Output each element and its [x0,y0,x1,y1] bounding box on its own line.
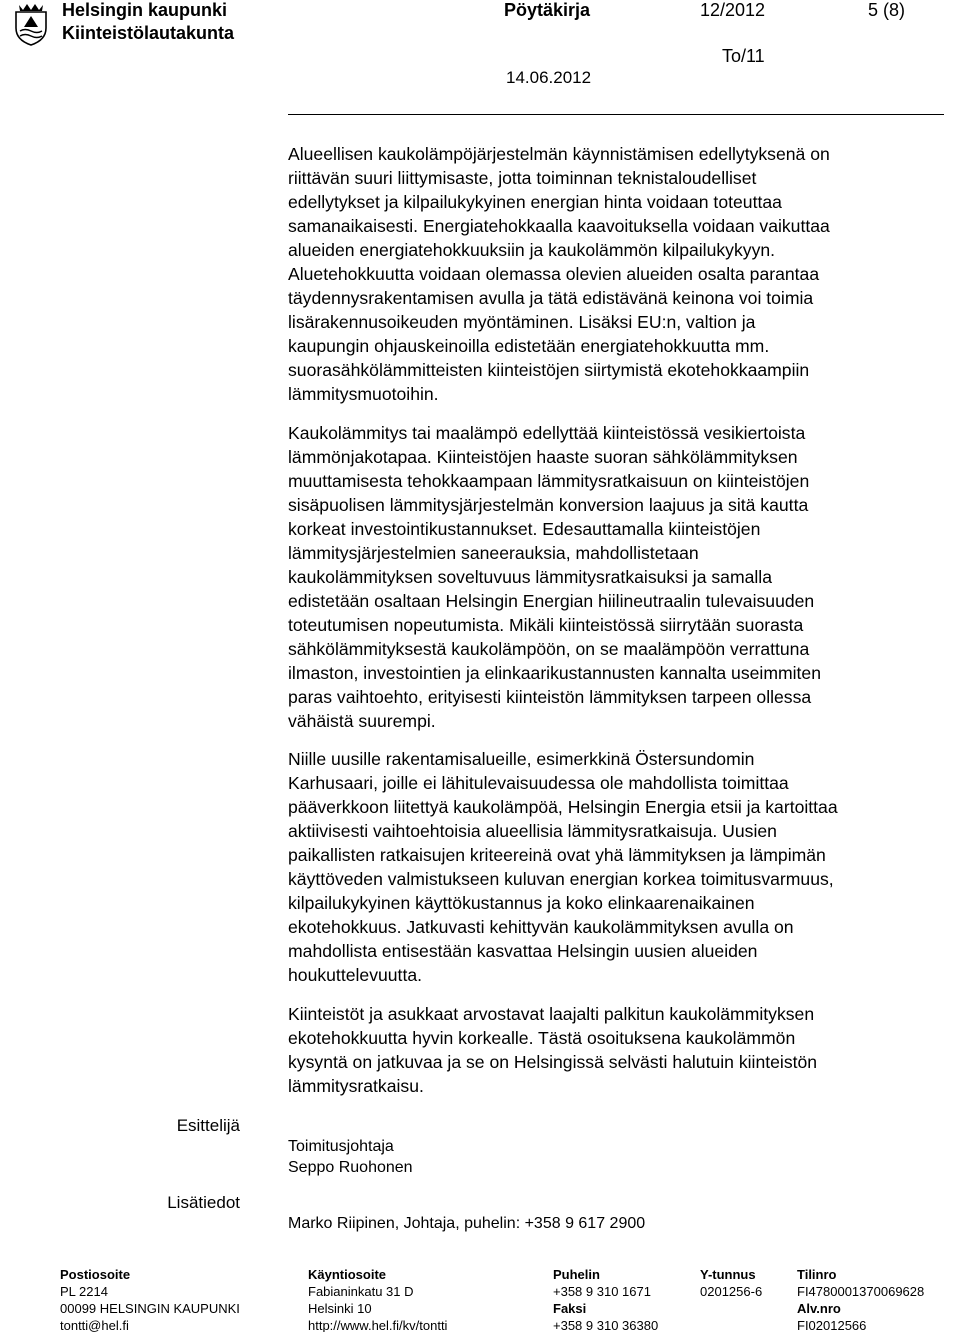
document-type: Pöytäkirja [504,0,591,20]
header-divider [288,114,944,115]
footer-heading: Puhelin [553,1267,600,1282]
footer-business-id [700,1266,762,1300]
footer-heading: Postiosoite [60,1267,131,1282]
document-number: 12/2012 [700,0,766,20]
body-paragraph-2 [288,421,938,733]
footer-website-link[interactable]: http://www.hel.fi/kv/tontti [308,1318,448,1332]
body-paragraph-4 [288,1002,938,1098]
footer-line: +358 9 310 1671 [553,1284,651,1299]
page-number: 5 (8) [868,0,906,20]
meeting-date: 14.06.2012 [506,68,592,87]
footer-account [797,1266,924,1332]
section-code: To/11 [722,46,765,66]
footer-heading: Y-tunnus [700,1267,756,1282]
footer-line: FI02012566 [797,1318,867,1332]
paragraph-text: Kiinteistöt ja asukkaat arvostavat laajalti palkitun kaukolämmityksen ekotehokkuutta hyvin korkealle. Tästä osoituksena kaukolämmön kysyntä on jatkuvaa ja se on Helsingissä selvästi halutuin kiinteistön lämmitysratkaisu. [288,1004,818,1096]
info-label: Lisätiedot [167,1193,240,1212]
footer-line: 00099 HELSINGIN KAUPUNKI [60,1301,240,1316]
footer-phone [553,1266,658,1332]
presenter-text: Toimitusjohtaja Seppo Ruohonen [288,1138,413,1176]
board-name: Kiinteistölautakunta [62,23,235,43]
footer-heading: Faksi [553,1301,587,1316]
paragraph-text: Alueellisen kaukolämpöjärjestelmän käynnistämisen edellytyksenä on riittävän suuri liittymisaste, jotta toiminnan teknistaloudelliset edellytykset ja kilpailukykyinen energian hinta voidaan toteuttaa samanaikaisesti. Energiatehokkaalla kaavoituksella voidaan vaikuttaa alueiden energiatehokkuuksiin ja kaukolämmön kilpailukykyyn. Aluetehokkuutta voidaan olemassa olevien alueiden osalta parantaa täydennysrakentamisen avulla ja tätä edistävänä keinona voi toimia lisärakennusoikeuden myöntäminen. Lisäksi EU:n, valtion ja kaupungin ohjauskeinoilla edistetään energiatehokkuutta mm. suorasähkölämmitteisten kiinteistöjen siirtymistä ekotehokkaampiin lämmitysmuotoihin. [288,144,830,404]
body-paragraph-3 [288,747,938,987]
presenter-label: Esittelijä [176,1116,240,1135]
body-paragraph-1 [288,142,938,406]
footer-visiting-address [308,1266,447,1332]
footer-line: +358 9 310 36380 [553,1318,659,1332]
paragraph-text: Kaukolämmitys tai maalämpö edellyttää kiinteistössä vesikiertoista lämmönjakotapaa. Kiinteistöjen haaste suoran sähkölämmityksen muuttamisesta tehokkaampaan lämmitysratkaisuun on kiinteistöjen sisäpuolisen lämmitysjärjestelmän konversion laajuus ja sitä kautta korkeat investointikustannukset. Edesauttamalla kiinteistöjen lämmitysjärjestelmien saneerauksia, mahdollistetaan kaukolämmityksen soveltuvuus lämmitysratkaisuksi ja samalla edistetään osaltaan Helsingin Energian hiilineutraalin tulevaisuuden toteutumisen nopeutumista. Mikäli kiinteistössä siirrytään suorasta sähkölämmityksestä kaukolämpöön, on se maalämpöön verrattuna ilmaston, investointien ja elinkaarikustannusten kannalta useimmiten paras vaihtoehto, erityisesti kiinteistön lämmityksen tarpeen ollessa vähäistä suurempi. [288,423,821,731]
helsinki-crest-logo [12,2,50,46]
organization-name: Helsingin kaupunki [62,0,228,20]
footer-heading: Käyntiosoite [308,1267,387,1282]
footer-line: FI4780001370069628 [797,1284,925,1299]
footer-line: Fabianinkatu 31 D [308,1284,414,1299]
footer-heading: Tilinro [797,1267,837,1282]
footer-email[interactable]: tontti@hel.fi [60,1318,129,1332]
footer-line: Helsinki 10 [308,1301,372,1316]
footer-postal-address [60,1266,240,1332]
footer-line: PL 2214 [60,1284,108,1299]
footer-line: 0201256-6 [700,1284,763,1299]
paragraph-text: Niille uusille rakentamisalueille, esimerkkinä Östersundomin Karhusaari, joille ei lähitulevaisuudessa ole mahdollista toimittaa pääverkkoon liitettyä kaukolämpöä, Helsingin Energia etsii ja kartoittaa aktiivisesti vaihtoehtoisia alueellisia lämmitysratkaisuja. Uusien paikallisten ratkaisujen kriteereinä ovat yhä lämmityksen ja lämpimän käyttöveden valmistukseen kuluvan energian korkea toimitusvarmuus, kilpailukykyinen käyttökustannus ja koko elinkaarenaikainen ekotehokkuus. Jatkuvasti kehittyvän kaukolämmityksen avulla on mahdollista entisestään kasvattaa Helsingin uusien alueiden houkuttelevuutta. [288,749,838,985]
footer-heading: Alv.nro [797,1301,841,1316]
info-text: Marko Riipinen, Johtaja, puhelin: +358 9 617 2900 [288,1215,646,1232]
